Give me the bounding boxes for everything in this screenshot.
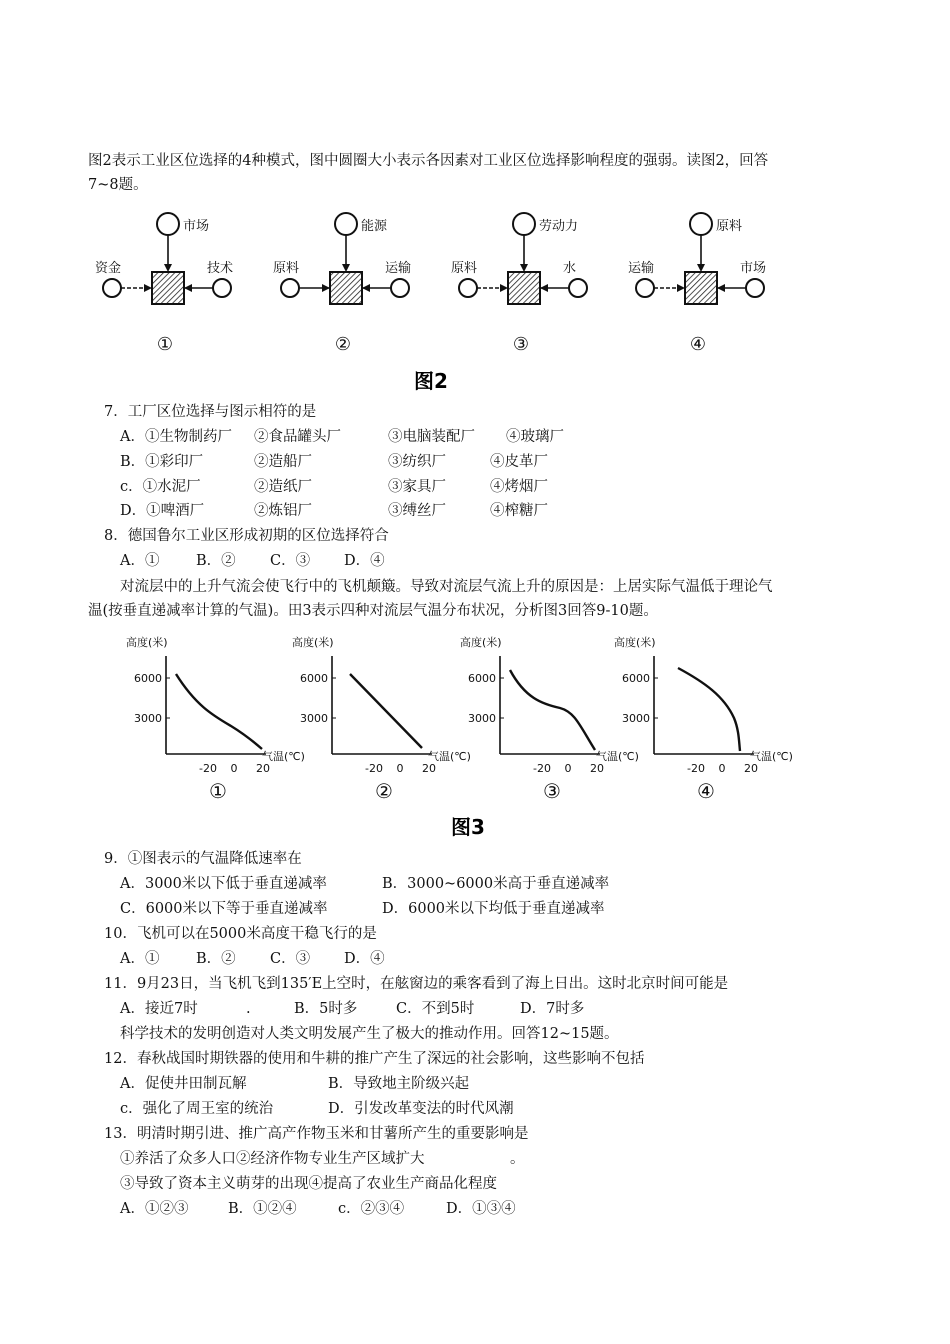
q7-opt-b3: ③纺织厂 (388, 454, 446, 470)
figure-2-title: 图2 (414, 369, 448, 393)
x-axis-label: 气温(℃) (596, 750, 639, 763)
temp-profile-3 (460, 635, 639, 803)
label-left: 资金 (95, 261, 122, 276)
q7-opt-d1: D．①啤酒厂 (120, 503, 205, 519)
x-tick-20: 20 (590, 762, 604, 775)
model-number: ④ (689, 334, 707, 355)
q7-opt-a3: ③电脑装配厂 (388, 429, 475, 445)
q7-stem: 7．工厂区位选择与图示相符的是 (104, 404, 317, 420)
x-tick-minus20: -20 (199, 762, 217, 775)
label-right: 水 (563, 261, 577, 276)
model-4 (628, 213, 766, 355)
x-tick-minus20: -20 (365, 762, 383, 775)
arrowhead-right (184, 284, 192, 292)
q12-opt-d: D．引发改革变法的时代风潮 (328, 1101, 514, 1117)
factory-square (152, 272, 184, 304)
q10-stem: 10．飞机可以在5000米高度干稳飞行的是 (104, 926, 377, 942)
q7-opt-d3: ③缚丝厂 (388, 503, 446, 519)
arrowhead-left (144, 284, 152, 292)
q13-opt-a: A．①②③ (120, 1201, 189, 1217)
x-axis-label: 气温(℃) (750, 750, 793, 763)
model-1 (95, 213, 233, 355)
q10-opt-a: A．① (120, 951, 160, 967)
arrowhead-top (697, 264, 705, 272)
q13-opt-b: B．①②④ (228, 1201, 297, 1217)
model-3 (451, 213, 587, 355)
factory-square (508, 272, 540, 304)
q7-opt-c2: ②造纸厂 (254, 479, 312, 495)
factor-circle-top (690, 213, 712, 235)
y-tick-3000: 3000 (622, 712, 650, 725)
x-tick-0: 0 (718, 762, 726, 775)
q7-opt-c3: ③家具厂 (388, 479, 446, 495)
label-top: 原料 (716, 219, 743, 234)
profile-number: ② (375, 779, 393, 803)
intro-fig3-line2: 温(按垂直递减率计算的气温)。田3表示四种对流层气温分布状况，分析图3回答9-10题。 (88, 603, 658, 619)
q10-opt-b: B．② (196, 951, 236, 967)
y-tick-3000: 3000 (468, 712, 496, 725)
q13-opt-c: c．②③④ (338, 1201, 405, 1217)
q9-opt-d: D．6000米以下均低于垂直递减率 (382, 901, 605, 917)
arrowhead-top (164, 264, 172, 272)
temp-profile-1 (126, 635, 305, 803)
x-tick-0: 0 (396, 762, 404, 775)
figure-2 (0, 198, 950, 398)
q12-opt-a: A．促使井田制瓦解 (120, 1076, 247, 1092)
intro-q12: 科学技术的发明创造对人类文明发展产生了极大的推动作用。回答12~15题。 (120, 1026, 619, 1042)
q7-opt-a4: ④玻璃厂 (506, 429, 564, 445)
q13-opt-d: D．①③④ (446, 1201, 516, 1217)
x-tick-20: 20 (422, 762, 436, 775)
temp-profile-2 (292, 635, 471, 803)
q7-opt-b4: ④皮革厂 (490, 454, 548, 470)
arrowhead-right (362, 284, 370, 292)
intro-fig3-line1: 对流层中的上升气流会使飞行中的飞机颠簸。导致对流层气流上升的原因是：上居实际气温低于理论气 (120, 579, 773, 595)
label-right: 运输 (385, 261, 412, 276)
factor-circle-right (391, 279, 409, 297)
q11-stem: 11．9月23日，当飞机飞到135′E上空时，在舷窗边的乘客看到了海上日出。这时北京时间可能是 (104, 976, 729, 992)
q12-opt-c: c．强化了周王室的统治 (120, 1101, 274, 1117)
q7-opt-b1: B．①彩印厂 (120, 454, 204, 470)
q9-opt-b: B．3000~6000米高于垂直递减率 (382, 876, 610, 892)
q8-opt-b: B．② (196, 553, 236, 569)
x-tick-0: 0 (564, 762, 572, 775)
profile-number: ④ (697, 779, 715, 803)
label-left: 原料 (451, 261, 478, 276)
y-tick-6000: 6000 (300, 672, 328, 685)
q13-items-line1: ①养活了众多人口②经济作物专业生产区域扩大 (120, 1151, 425, 1167)
q7-opt-b2: ②造船厂 (254, 454, 312, 470)
q11-opt-d: D．7时多 (520, 1001, 585, 1017)
q12-opt-b: B．导致地主阶级兴起 (328, 1076, 470, 1092)
y-axis-label: 高度(米) (126, 636, 168, 649)
x-tick-minus20: -20 (533, 762, 551, 775)
model-number: ③ (512, 334, 530, 355)
profile-number: ③ (543, 779, 561, 803)
factor-circle-left (281, 279, 299, 297)
q8-opt-a: A．① (120, 553, 160, 569)
q12-stem: 12．春秋战国时期铁器的使用和牛耕的推广产生了深远的社会影响，这些影响不包括 (104, 1051, 645, 1067)
factor-circle-right (569, 279, 587, 297)
y-tick-3000: 3000 (300, 712, 328, 725)
q8-stem: 8．德国鲁尔工业区形成初期的区位选择符合 (104, 528, 389, 544)
temperature-curve (350, 674, 422, 748)
y-tick-6000: 6000 (468, 672, 496, 685)
intro-fig2-line2: 7~8题。 (88, 177, 148, 193)
y-tick-6000: 6000 (134, 672, 162, 685)
q11-opt-a: A．接近7时 (120, 1001, 198, 1017)
q8-opt-d: D．④ (344, 553, 385, 569)
factory-square (685, 272, 717, 304)
factor-circle-top (335, 213, 357, 235)
q13-items-line2: ③导致了资本主义萌芽的出现④提高了农业生产商品化程度 (120, 1176, 497, 1192)
x-axis-label: 气温(℃) (262, 750, 305, 763)
y-axis-label: 高度(米) (292, 636, 334, 649)
label-top: 市场 (183, 219, 210, 234)
factor-circle-right (213, 279, 231, 297)
q9-opt-c: C．6000米以下等于垂直递减率 (120, 901, 328, 917)
label-right: 技术 (207, 261, 234, 276)
label-left: 原料 (273, 261, 300, 276)
temperature-curve (176, 674, 262, 749)
factor-circle-top (513, 213, 535, 235)
arrowhead-right (540, 284, 548, 292)
x-axis-label: 气温(℃) (428, 750, 471, 763)
q13-stem: 13．明清时期引进、推广高产作物玉米和甘薯所产生的重要影响是 (104, 1126, 529, 1142)
q7-opt-d2: ②炼铝厂 (254, 503, 312, 519)
factor-circle-top (157, 213, 179, 235)
y-axis-label: 高度(米) (460, 636, 502, 649)
factor-circle-left (636, 279, 654, 297)
q11-opt-b: B．5时多 (294, 1001, 358, 1017)
q7-opt-a2: ②食品罐头厂 (254, 429, 341, 445)
temperature-curve (510, 670, 595, 750)
factor-circle-right (746, 279, 764, 297)
factory-square (330, 272, 362, 304)
arrowhead-left (500, 284, 508, 292)
figure-3 (0, 626, 950, 846)
factor-circle-left (459, 279, 477, 297)
model-number: ① (156, 334, 174, 355)
label-right: 市场 (740, 261, 767, 276)
arrowhead-right (717, 284, 725, 292)
q9-stem: 9．①图表示的气温降低速率在 (104, 851, 302, 867)
y-tick-3000: 3000 (134, 712, 162, 725)
label-left: 运输 (628, 261, 655, 276)
label-top: 能源 (361, 219, 388, 234)
x-tick-minus20: -20 (687, 762, 705, 775)
intro-fig2-line1: 图2表示工业区位选择的4种模式，图中圆圈大小表示各因素对工业区位选择影响程度的强弱。读图2，回答 (88, 153, 769, 169)
x-tick-20: 20 (256, 762, 270, 775)
q11-opt-c: C．不到5时 (396, 1001, 475, 1017)
x-tick-20: 20 (744, 762, 758, 775)
label-top: 劳动力 (539, 219, 579, 234)
figure-3-title: 图3 (451, 815, 485, 839)
model-2 (273, 213, 411, 355)
q10-opt-d: D．④ (344, 951, 385, 967)
y-axis-label: 高度(米) (614, 636, 656, 649)
profile-number: ① (209, 779, 227, 803)
factor-circle-left (103, 279, 121, 297)
y-tick-6000: 6000 (622, 672, 650, 685)
arrowhead-top (520, 264, 528, 272)
x-tick-0: 0 (230, 762, 238, 775)
q7-opt-d4: ④榨糖厂 (490, 503, 548, 519)
q11-stray-dot: . (246, 1001, 251, 1017)
q10-opt-c: C．③ (270, 951, 311, 967)
q7-opt-a1: A．①生物制药厂 (120, 429, 232, 445)
arrowhead-left (677, 284, 685, 292)
model-number: ② (334, 334, 352, 355)
arrowhead-left (322, 284, 330, 292)
q7-opt-c1: c．①水泥厂 (120, 479, 201, 495)
q8-opt-c: C．③ (270, 553, 311, 569)
arrowhead-top (342, 264, 350, 272)
temp-profile-4 (614, 635, 793, 803)
q7-opt-c4: ④烤烟厂 (490, 479, 548, 495)
q9-opt-a: A．3000米以下低于垂直递减率 (120, 876, 327, 892)
q13-stray-dot: 。 (510, 1151, 525, 1167)
temperature-curve (678, 668, 740, 751)
